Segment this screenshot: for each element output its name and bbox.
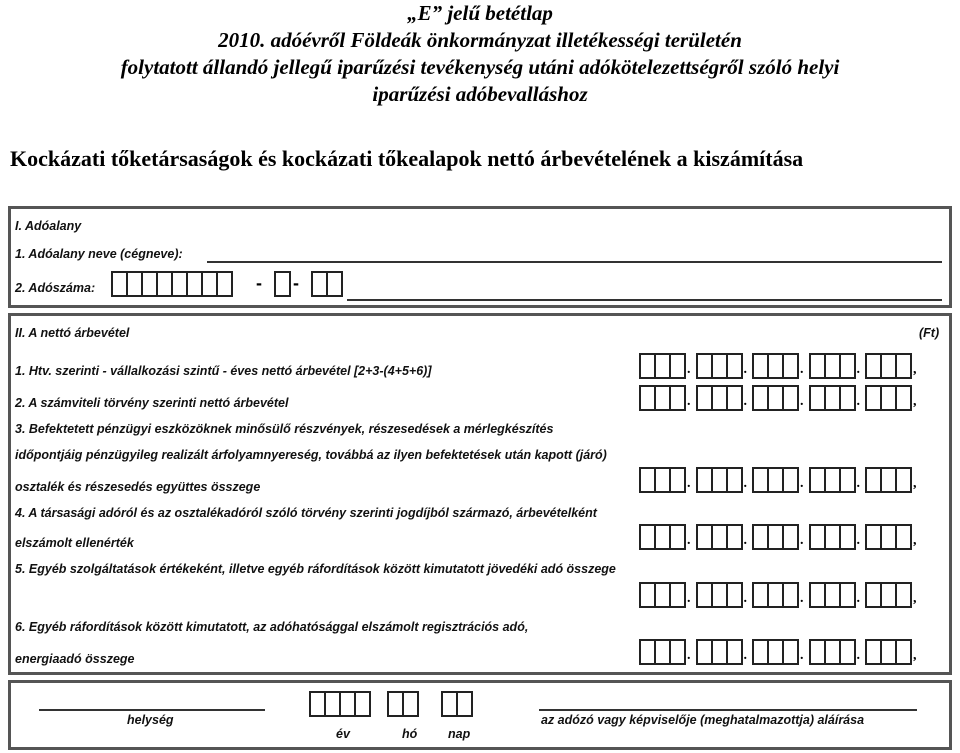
digit-cell[interactable] [782,385,799,411]
row1-label: 1. Htv. szerinti - vállalkozási szintű - éves nettó árbevétel [2+3-(4+5+6)] [15,364,432,378]
digit-group[interactable] [752,524,804,558]
row3-label-line1: 3. Befektetett pénzügyi eszközöknek minősülő részvények, részesedések a mérlegkészítés [15,422,554,436]
section-taxpayer [8,206,952,308]
digit-cell[interactable] [839,582,856,608]
digit-group[interactable] [865,467,917,501]
tax-number-vat-field[interactable] [274,271,291,297]
tax-number-separator: - [256,273,262,293]
tax-number-separator: - [293,273,299,293]
digit-group[interactable] [696,467,748,501]
digit-group[interactable] [752,467,804,501]
digit-cell[interactable] [669,582,686,608]
row6-label-line1: 6. Egyéb ráfordítások között kimutatott, az adóhatósággal elszámolt regisztrációs adó, [15,620,529,634]
digit-group[interactable] [809,467,861,501]
row5-amount-field[interactable] [639,582,922,616]
row3-label-line3: osztalék és részesedés együttes összege [15,480,261,494]
page-title: Kockázati tőketársaságok és kockázati tőkealapok nettó árbevételének a kiszámítása [10,146,804,171]
digit-group[interactable] [865,385,917,419]
digit-group[interactable] [809,385,861,419]
section1-heading: I. Adóalany [15,219,82,233]
signature-label: az adózó vagy képviselője (meghatalmazottja) aláírása [541,713,865,727]
digit-cell[interactable] [669,385,686,411]
digit-cell[interactable] [895,639,912,665]
row3-amount-field[interactable] [639,467,922,501]
digit-group[interactable] [639,582,691,616]
section2-heading: II. A nettó árbevétel [15,326,130,340]
row6-label-line2: energiaadó összege [15,652,135,666]
day-label: nap [448,727,471,741]
digit-group[interactable] [696,639,748,673]
month-label: hó [402,727,418,741]
digit-group[interactable] [639,524,691,558]
tax-number-main-field[interactable] [111,271,233,297]
form-title: „E” jelű betétlap [407,1,553,25]
digit-cell[interactable] [839,639,856,665]
row5-label: 5. Egyéb szolgáltatások értékeként, illetve egyéb ráfordítások között kimutatott jövedéki adó összege [15,562,616,576]
digit-cell[interactable] [782,582,799,608]
form-subtitle-line3: iparűzési adóbevalláshoz [372,82,588,106]
digit-group[interactable] [865,582,917,616]
digit-cell[interactable] [839,385,856,411]
digit-group[interactable] [696,524,748,558]
row4-amount-field[interactable] [639,524,922,558]
taxpayer-name-label: 1. Adóalany neve (cégneve): [15,247,183,261]
digit-cell[interactable] [839,353,856,379]
digit-cell[interactable] [895,524,912,550]
digit-cell[interactable] [726,353,743,379]
digit-group[interactable] [809,639,861,673]
tax-number-label: 2. Adószáma: [15,281,96,295]
form-subtitle-line2: folytatott állandó jellegű iparűzési tevékenység utáni adókötelezettségről szóló helyi [120,55,840,79]
digit-group[interactable] [696,353,748,387]
digit-cell[interactable] [669,639,686,665]
year-field[interactable] [309,691,371,717]
place-label: helység [127,713,174,727]
tax-number-rule [347,299,942,301]
digit-group[interactable] [639,353,691,387]
digit-group[interactable] [752,639,804,673]
digit-cell[interactable] [782,353,799,379]
digit-cell[interactable] [726,582,743,608]
signature-section [8,680,952,750]
currency-unit: (Ft) [919,326,940,340]
digit-cell[interactable] [669,524,686,550]
form-subtitle-line1: 2010. adóévről Földeák önkormányzat illetékességi területén [218,28,742,52]
row4-label-line1: 4. A társasági adóról és az osztalékadóról szóló törvény szerinti jogdíjból származó, árbevételként [15,506,597,520]
taxpayer-name-field[interactable] [207,261,942,263]
digit-group[interactable] [865,524,917,558]
digit-cell[interactable] [895,353,912,379]
row3-label-line2: időpontjáig pénzügyileg realizált árfolyamnyereség, továbbá az ilyen befektetések után kapott (járó) [15,448,607,462]
digit-cell[interactable] [782,467,799,493]
digit-cell[interactable] [726,467,743,493]
digit-group[interactable] [809,353,861,387]
digit-group[interactable] [752,582,804,616]
row4-label-line2: elszámolt ellenérték [15,536,134,550]
digit-group[interactable] [639,639,691,673]
digit-cell[interactable] [726,385,743,411]
digit-group[interactable] [865,353,917,387]
digit-group[interactable] [639,467,691,501]
digit-group[interactable] [696,582,748,616]
digit-cell[interactable] [669,353,686,379]
place-field[interactable] [39,709,265,711]
row6-amount-field[interactable] [639,639,922,673]
digit-cell[interactable] [726,639,743,665]
digit-group[interactable] [865,639,917,673]
digit-group[interactable] [809,524,861,558]
row2-amount-field[interactable] [639,385,922,419]
digit-cell[interactable] [895,582,912,608]
digit-group[interactable] [809,582,861,616]
digit-cell[interactable] [782,639,799,665]
digit-cell[interactable] [895,467,912,493]
month-field[interactable] [387,691,419,717]
row2-label: 2. A számviteli törvény szerinti nettó árbevétel [15,396,289,410]
digit-cell[interactable] [726,524,743,550]
digit-cell[interactable] [839,524,856,550]
digit-cell[interactable] [669,467,686,493]
day-field[interactable] [441,691,473,717]
digit-group[interactable] [752,353,804,387]
signature-field[interactable] [539,709,917,711]
digit-cell[interactable] [839,467,856,493]
tax-number-county-field[interactable] [311,271,343,297]
section-net-revenue [8,313,952,675]
digit-group[interactable] [752,385,804,419]
year-label: év [336,727,350,741]
digit-cell[interactable] [895,385,912,411]
digit-group[interactable] [639,385,691,419]
digit-group[interactable] [696,385,748,419]
digit-cell[interactable] [782,524,799,550]
row1-amount-field[interactable] [639,353,922,387]
